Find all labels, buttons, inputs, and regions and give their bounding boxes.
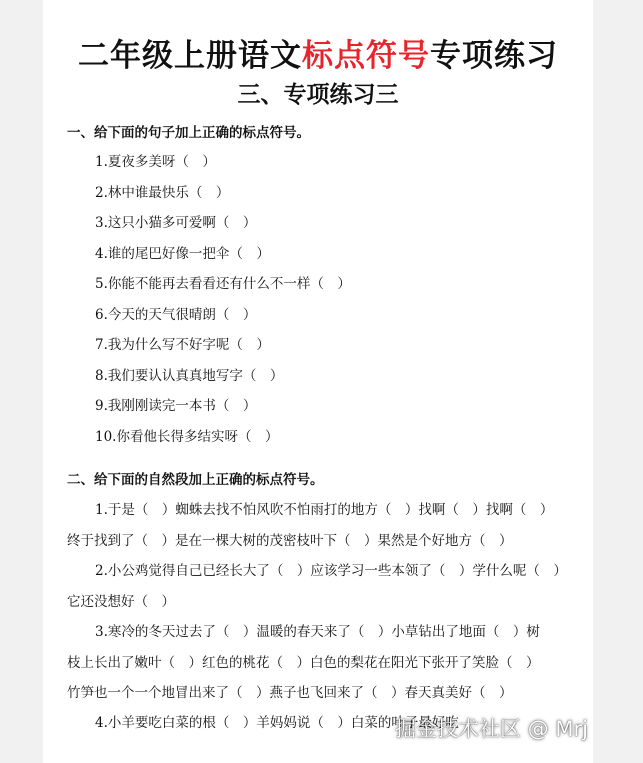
exercise-item: 1.夏夜多美呀（ ） xyxy=(95,154,216,170)
exercise-item: 8.我们要认认真真地写字（ ） xyxy=(95,367,284,384)
exercise-item: 9.我刚刚读完一本书（ ） xyxy=(95,398,257,414)
title-highlight: 标点符号 xyxy=(302,38,430,74)
paragraph-line: 1.于是（ ）蜘蛛去找不怕风吹不怕雨打的地方（ ）找啊（ ）找啊（ ） xyxy=(95,502,554,518)
paragraph-exercise-3 xyxy=(67,620,567,712)
paragraph-exercise-1 xyxy=(67,498,567,559)
paragraph-line: 枝上长出了嫩叶（ ）红色的桃花（ ）白色的梨花在阳光下张开了笑脸（ ） xyxy=(67,654,540,671)
watermark: 掘金技术社区 @ Mrj xyxy=(395,717,588,741)
paragraph-exercise-2 xyxy=(67,559,567,620)
exercise-item: 7.我为什么写不好字呢（ ） xyxy=(95,337,270,353)
paragraph-line: 3.寒冷的冬天过去了（ ）温暖的春天来了（ ）小草钻出了地面（ ）树 xyxy=(95,624,540,640)
title-prefix: 二年级上册语文 xyxy=(78,38,302,74)
title-suffix: 专项练习 xyxy=(430,38,558,74)
worksheet-page xyxy=(43,0,593,763)
paragraph-line: 竹笋也一个一个地冒出来了（ ）燕子也飞回来了（ ）春天真美好（ ） xyxy=(67,685,513,701)
exercise-item: 3.这只小猫多可爱啊（ ） xyxy=(95,215,257,231)
section-1-heading: 一、给下面的句子加上正确的标点符号。 xyxy=(67,125,310,141)
paragraph-line: 2.小公鸡觉得自己已经长大了（ ）应该学习一些本领了（ ）学什么呢（ ） xyxy=(95,563,567,579)
exercise-item: 6.今天的天气很晴朗（ ） xyxy=(95,306,257,323)
section-2-heading: 二、给下面的自然段加上正确的标点符号。 xyxy=(67,472,324,488)
paragraph-line: 4.小羊要吃白菜的根（ ）羊妈妈说（ ）白菜的叶子最好吃 xyxy=(95,715,459,731)
exercise-item: 5.你能不能再去看看还有什么不一样（ ） xyxy=(95,276,351,292)
exercise-item: 4.谁的尾巴好像一把伞（ ） xyxy=(95,245,270,262)
paragraph-line: 终于找到了（ ）是在一棵大树的茂密枝叶下（ ）果然是个好地方（ ） xyxy=(67,532,513,549)
page-subtitle: 三、专项练习三 xyxy=(237,82,399,108)
exercise-item: 2.林中谁最快乐（ ） xyxy=(95,184,230,201)
paragraph-line: 它还没想好（ ） xyxy=(67,593,175,610)
page-title xyxy=(43,30,593,75)
exercise-item: 10.你看他长得多结实呀（ ） xyxy=(95,428,279,445)
